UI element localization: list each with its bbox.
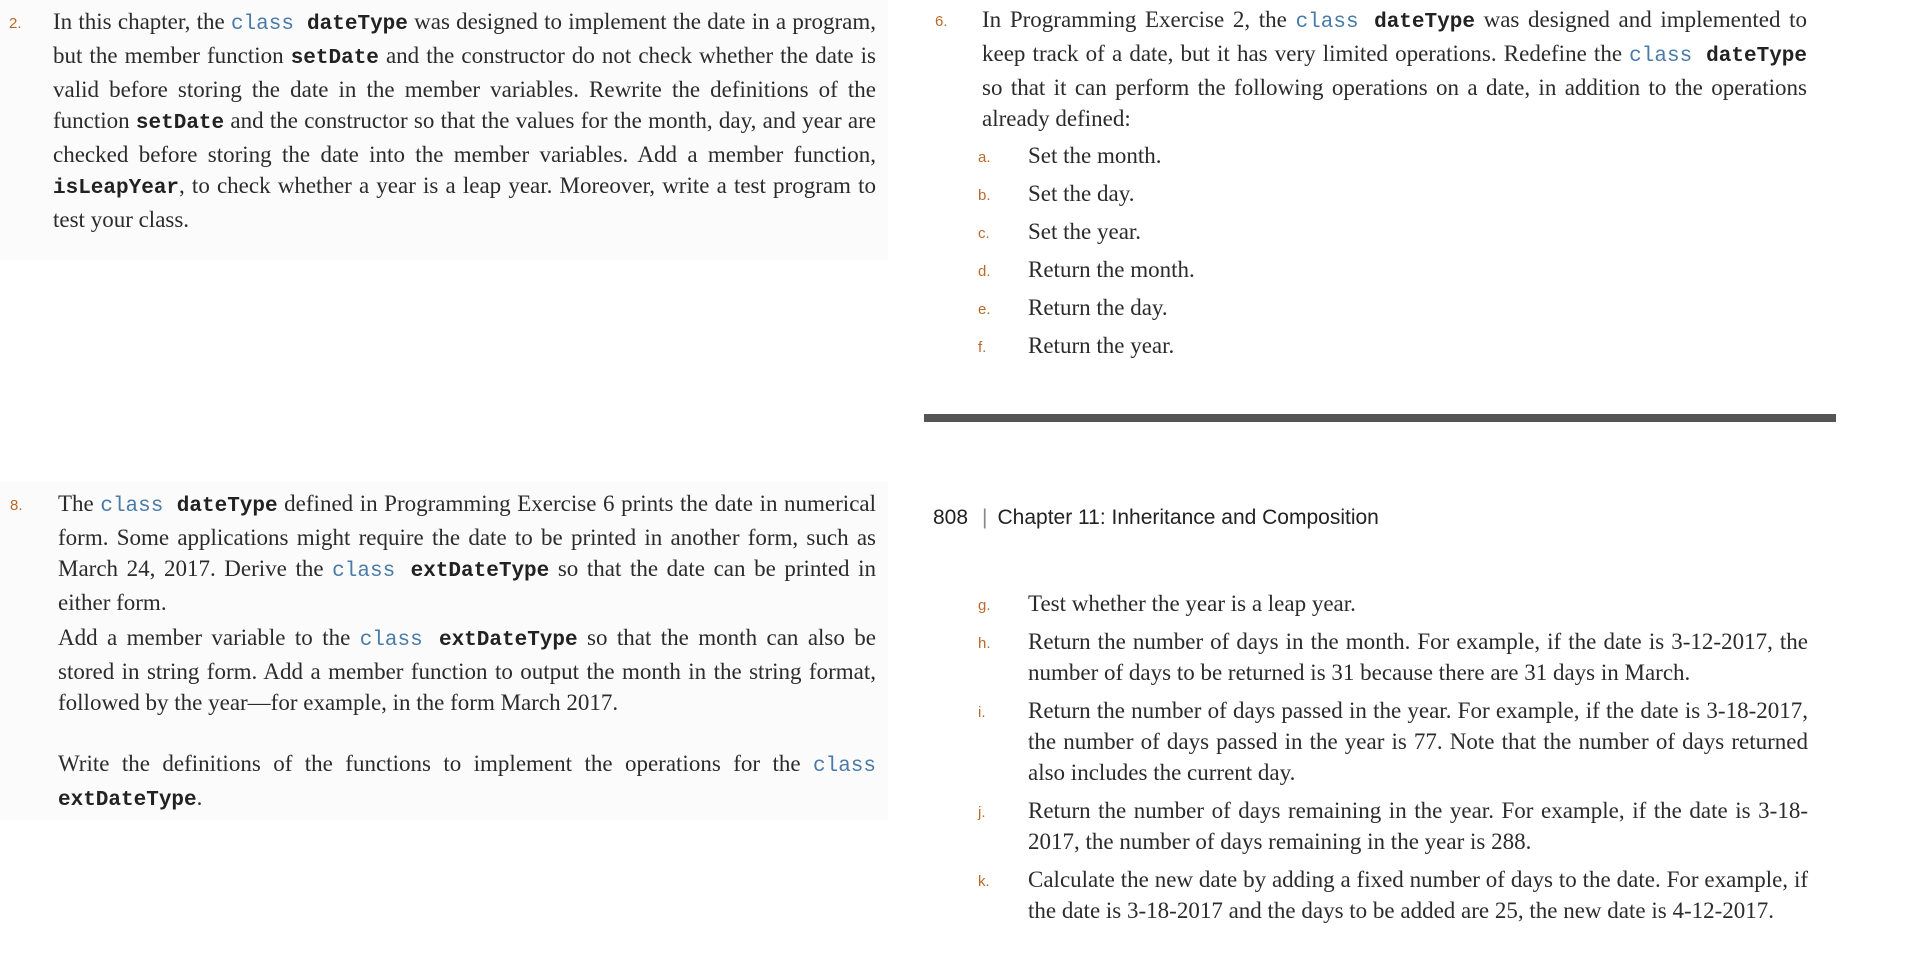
exercise-number: 2.	[9, 15, 22, 32]
code-extdatetype: extDateType	[395, 560, 550, 583]
list-item: c. Set the year.	[978, 219, 1142, 244]
list-item: e. Return the day.	[978, 295, 1168, 320]
keyword-class: class	[332, 560, 396, 583]
code-datetype: dateType	[293, 13, 408, 36]
exercise-number: 6.	[935, 13, 948, 30]
keyword-class: class	[359, 629, 423, 652]
list-item: h. Return the number of days in the month. For example, if the date is 3-12-2017, the number of days to be returned is 31 because there are 31 days in March.	[978, 629, 1808, 685]
list-item: g. Test whether the year is a leap year.	[978, 591, 1356, 616]
code-datetype: dateType	[1692, 45, 1807, 68]
list-item: j. Return the number of days remaining in the year. For example, if the date is 3-18-2017, the number of days remaining in the year is 288.	[978, 798, 1808, 854]
exercise-8-block	[0, 482, 888, 820]
page-divider	[924, 414, 1836, 422]
keyword-class: class	[230, 13, 294, 36]
keyword-class: class	[1295, 11, 1359, 34]
list-item: b. Set the day.	[978, 181, 1135, 206]
code-isleapyear: isLeapYear	[53, 177, 180, 200]
code-setdate: setDate	[135, 112, 225, 135]
exercise-2-text: In this chapter, the class dateType was designed to implement the date in a program, but the member function setDate and the constructor do not check whether the date is valid before storing the date in the member variables. Rewrite the definitions of the function setDate and the constructor so that the values for the month, day, and year are checked before storing the date into the member variables. Add a member function, isLeapYear, to check whether a year is a leap year. Moreover, write a test program to test your class.	[53, 9, 876, 232]
chapter-title: Chapter 11: Inheritance and Composition	[997, 506, 1379, 529]
code-extdatetype: extDateType	[422, 629, 578, 652]
page-number: 808	[933, 506, 969, 529]
operations-list	[978, 140, 1808, 361]
code-setdate: setDate	[290, 47, 379, 70]
list-item: k. Calculate the new date by adding a fixed number of days to the date. For example, if the date is 3-18-2017 and the days to be added are 25, the new date is 4-12-2017.	[978, 867, 1808, 923]
list-item: a. Set the month.	[978, 143, 1162, 168]
list-item: i. Return the number of days passed in the year. For example, if the date is 3-18-2017, the number of days passed in the year is 77. Note that the number of days returned also includes the current day.	[978, 698, 1808, 785]
list-item: f. Return the year.	[978, 333, 1175, 358]
list-item: d. Return the month.	[978, 257, 1195, 282]
code-datetype: dateType	[163, 495, 278, 518]
code-extdatetype: extDateType	[58, 789, 197, 812]
exercise-number: 8.	[10, 497, 23, 514]
code-datetype: dateType	[1358, 11, 1475, 34]
running-head	[933, 506, 1379, 530]
exercise-8-paragraph-2: Add a member variable to the class extDateType so that the month can also be stored in string form. Add a member function to output the month in the string format, followed by the year—for example, in the form March 2017.	[58, 625, 876, 715]
exercise-8-paragraph-3: Write the definitions of the functions to implement the operations for the class extDateType.	[58, 751, 876, 812]
keyword-class: class	[100, 495, 164, 518]
exercise-8-paragraph-1: The class dateType defined in Programming Exercise 6 prints the date in numerical form. Some applications might require the date to be printed in another form, such as March 24, 2017. Derive the class extDateType so that the date can be printed in either form.	[58, 491, 877, 615]
operations-list-continued	[978, 588, 1808, 926]
keyword-class: class	[1629, 45, 1693, 68]
keyword-class: class	[812, 755, 876, 778]
exercise-2-block	[0, 0, 888, 260]
running-head-separator: |	[982, 506, 988, 529]
exercise-6-text: In Programming Exercise 2, the class dateType was designed and implemented to keep track of a date, but it has very limited operations. Redefine the class dateType so that it can perform the following operations on a date, in addition to the operations already defined:	[982, 7, 1808, 131]
